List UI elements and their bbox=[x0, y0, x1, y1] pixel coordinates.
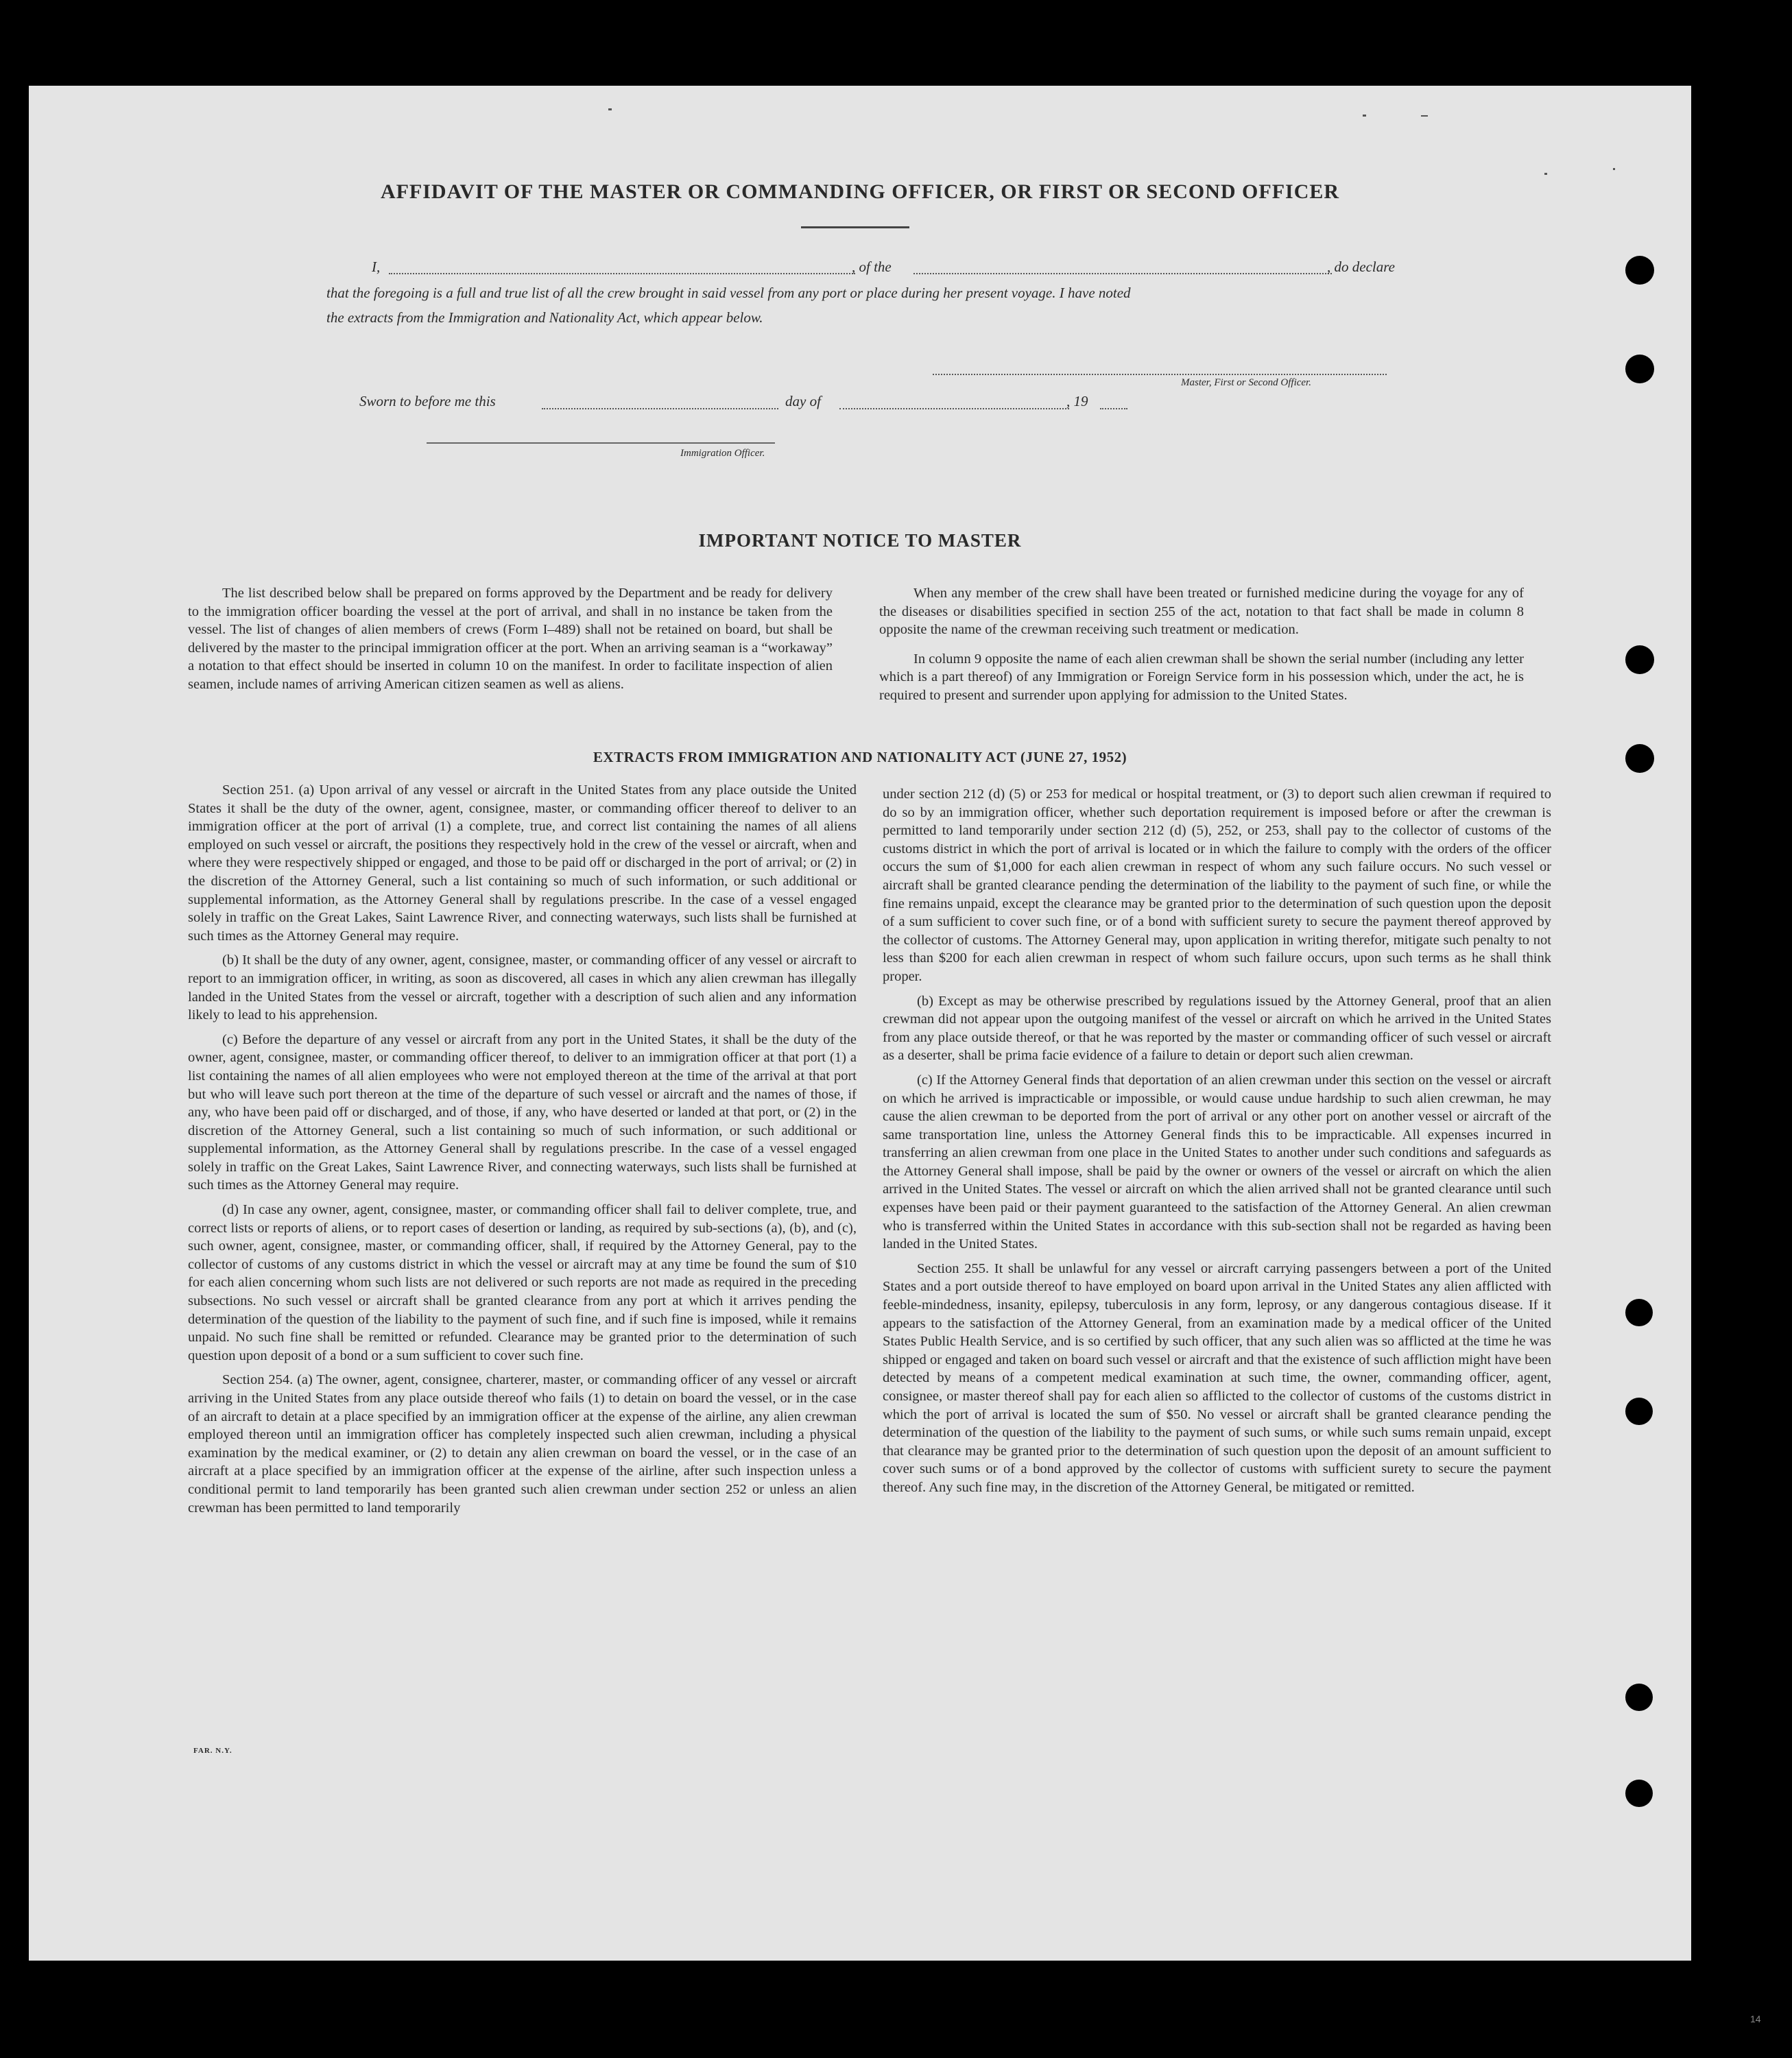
vessel-name-field[interactable] bbox=[913, 273, 1332, 274]
punch-hole bbox=[1625, 1398, 1653, 1425]
year-label: , 19 bbox=[1066, 393, 1088, 409]
title-divider bbox=[801, 226, 909, 228]
officer-signature-field[interactable] bbox=[427, 442, 775, 444]
day-of-label: day of bbox=[785, 393, 821, 409]
declaration-statement-line-2: the extracts from the Immigration and Nationality Act, which appear below. bbox=[326, 309, 763, 326]
punch-hole bbox=[1625, 1684, 1653, 1711]
dust-speck bbox=[608, 108, 612, 110]
punch-hole bbox=[1625, 645, 1654, 674]
officer-signature-caption: Immigration Officer. bbox=[680, 448, 765, 459]
extracts-title: EXTRACTS FROM IMMIGRATION AND NATIONALITY ACT (JUNE 27, 1952) bbox=[593, 749, 1127, 765]
punch-hole bbox=[1625, 1780, 1653, 1807]
section-251a: Section 251. (a) Upon arrival of any vessel or aircraft in the United States from any place outside the United States it shall be the duty of the owner, agent, consignee, master, or commanding officer thereof to deliver to an immigration officer at the port of arrival (1) a complete, true, and correct list containing the names of all aliens employed on such vessel or aircraft, the positions they respectively hold in the crew of the vessel or aircraft, when and where they were respectively shipped or engaged, and those to be paid off or discharged in the port of arrival; or (2) in the discretion of the Attorney General, such a list containing so much of such information, or such additional or supplemental information, as the Attorney General shall by regulations prescribe. In the case of a vessel engaged solely in traffic on the Great Lakes, Saint Lawrence River, and connecting waterways, such lists shall be furnished at such times as the Attorney General may require. bbox=[188, 782, 857, 944]
section-251c: (c) Before the departure of any vessel or aircraft from any port in the United States, it shall be the duty of the owner, agent, consignee, master, or commanding officer thereof, to deliver to an immigration officer at that port (1) a list containing the names of all alien employees who were not employed thereon at the time of the arrival at that port but who will leave such port thereon at the time of the departure of such vessel or aircraft and the names of those, if any, who have been paid off or discharged, and of those, if any, who have deserted or landed at that port, or (2) in the discretion of the Attorney General, such a list containing so much of such information, or such additional or supplemental information, as the Attorney General shall by regulations prescribe. In the case of a vessel engaged solely in traffic on the Great Lakes, Saint Lawrence River, and connecting waterways, such lists shall be furnished at such times as the Attorney General may require. bbox=[188, 1031, 857, 1193]
section-251b: (b) It shall be the duty of any owner, agent, consignee, master, or commanding officer of any vessel or aircraft to report to an immigration officer, in writing, as soon as discovered, all cases in which any alien crewman has illegally landed in the United States from the vessel or aircraft, together with a description of such alien and any information likely to lead to his apprehension. bbox=[188, 953, 857, 1023]
notice-right-column bbox=[879, 584, 1524, 716]
notice-paragraph: In column 9 opposite the name of each alien crewman shall be shown the serial number (including any letter which is a part thereof) of any Immigration or Foreign Service form in his possession which, under the act, he is required to present and surrender upon applying for admission to the United States. bbox=[879, 651, 1524, 703]
dust-speck bbox=[1544, 173, 1547, 175]
of-the-label: , of the bbox=[852, 259, 892, 275]
edge-mark: 14 bbox=[1750, 2013, 1761, 2024]
sworn-label: Sworn to before me this bbox=[359, 393, 496, 409]
punch-hole bbox=[1625, 355, 1654, 383]
section-254c: (c) If the Attorney General finds that deportation of an alien crewman under this section on the vessel or aircraft on which he arrived is impracticable or impossible, or would cause undue hardship to such alien crewman, he may cause the alien crewman to be deported from the port of arrival or any other port on another vessel or aircraft of the same transportation line, unless the Attorney General finds this to be impracticable. All expenses incurred in transferring an alien crewman from one place in the United States to another under such conditions and safeguards as the Attorney General shall impose, shall be paid by the owner or owners of the vessel or aircraft on which the alien arrived in the United States. The vessel or aircraft on which the alien arrived shall not be granted clearance until such expenses have been paid or their payment guaranteed to the satisfaction of the Attorney General. An alien crewman who is transferred within the United States in accordance with this sub-section shall not be regarded as having been landed in the United States. bbox=[883, 1072, 1551, 1252]
sworn-month-field[interactable] bbox=[839, 408, 1069, 409]
section-254a: Section 254. (a) The owner, agent, consignee, charterer, master, or commanding officer of any vessel or aircraft arriving in the United States from any place outside thereof who fails (1) to detain on board the vessel, or in the case of an aircraft to detain at a place specified by an immigration officer at the expense of the airline, any alien crewman employed thereon until an immigration officer has completely inspected such alien crewman, including a physical examination by the medical examiner, or (2) to detain any alien crewman on board the vessel, or in the case of an aircraft at a place specified by an immigration officer at the expense of the airline, after such inspection unless a conditional permit to land temporarily has been granted such alien crewman under section 252 or unless an alien crewman has been permitted to land temporarily bbox=[188, 1372, 857, 1516]
dust-speck bbox=[1613, 168, 1615, 170]
declaration-statement-line-1: that the foregoing is a full and true list of all the crew brought in said vessel from any port or place during her present voyage. I have noted bbox=[326, 285, 1131, 301]
declarant-label: I, bbox=[372, 259, 381, 275]
extracts-right-column bbox=[883, 785, 1551, 1503]
section-251d: (d) In case any owner, agent, consignee, master, or commanding officer shall fail to deliver complete, true, and correct lists or reports of aliens, or to report cases of desertion or landing, as required by sub-sections (a), (b), and (c), such owner, agent, consignee, master, or commanding officer, shall, if required by the Attorney General, pay to the collector of customs of any customs district in which the vessel or aircraft may at any time be found the sum of $10 for each alien concerning whom such lists are not delivered or such reports are not made as required in the preceding subsections. No such vessel or aircraft shall be granted clearance from any port at which it arrives pending the determination of the question of the liability to the payment of such fine, and if such fine is imposed, while it remains unpaid. No such fine shall be remitted or refunded. Clearance may be granted prior to the determination of such question upon deposit of a bond or a sum sufficient to cover such fine. bbox=[188, 1202, 857, 1363]
dust-speck bbox=[1421, 115, 1428, 117]
do-declare-label: , do declare bbox=[1327, 259, 1395, 275]
notice-left-column bbox=[188, 584, 833, 705]
form-page bbox=[29, 86, 1691, 1961]
section-255: Section 255. It shall be unlawful for any vessel or aircraft carrying passengers between a port of the United States and a port outside thereof to have employed on board upon arrival in the United States any alien afflicted with feeble-mindedness, insanity, epilepsy, tuberculosis in any form, leprosy, or any dangerous contagious disease. If it appears to the satisfaction of the Attorney General, from an examination made by a medical officer of the United States Public Health Service, and is so certified by such officer, that any such alien was so afflicted at the time he was shipped or engaged and taken on board such vessel or aircraft and that the existence of such affliction might have been detected by means of a competent medical examination at such time, the owner, commanding officer, agent, consignee, or master thereof shall pay for each alien so afflicted to the collector of customs of the customs district in which the port of arrival is located the sum of $50. No vessel or aircraft shall be granted clearance pending the determination of the question of the liability to the payment of such sums, or while such sums remain unpaid, except that clearance may be granted prior to the determination of such question upon the deposit of an amount sufficient to cover such sums or of a bond approved by the collector of customs with sufficient surety to secure the payment thereof. Any such fine may, in the discretion of the Attorney General, be mitigated or remitted. bbox=[883, 1260, 1551, 1495]
declarant-name-field[interactable] bbox=[389, 273, 855, 274]
affidavit-title: AFFIDAVIT OF THE MASTER OR COMMANDING OFFICER, OR FIRST OR SECOND OFFICER bbox=[380, 180, 1340, 203]
master-signature-field[interactable] bbox=[933, 374, 1387, 375]
punch-hole bbox=[1625, 256, 1654, 285]
notice-paragraph: The list described below shall be prepared on forms approved by the Department and be ready for delivery to the immigration officer boarding the vessel at the port of arrival, and shall in no instance be taken from the vessel. The list of changes of alien members of crews (Form I–489) shall not be retained on board, but shall be delivered by the master to the principal immigration officer at the port. When an arriving seaman is a “workaway” a notation to that effect should be inserted in column 10 on the manifest. In order to facilitate inspection of alien seamen, include names of arriving American citizen seamen as well as aliens. bbox=[188, 586, 833, 692]
notice-title: IMPORTANT NOTICE TO MASTER bbox=[698, 530, 1022, 551]
dust-speck bbox=[1363, 115, 1366, 117]
punch-hole bbox=[1625, 744, 1654, 773]
sworn-year-field[interactable] bbox=[1100, 408, 1127, 409]
sworn-day-field[interactable] bbox=[542, 408, 778, 409]
punch-hole bbox=[1625, 1299, 1653, 1326]
master-signature-caption: Master, First or Second Officer. bbox=[1181, 377, 1311, 388]
printer-mark: FAR. N.Y. bbox=[193, 1747, 232, 1755]
section-254a-continued: under section 212 (d) (5) or 253 for medical or hospital treatment, or (3) to deport such alien crewman if required to do so by an immigration officer, whether such deportation requirement is imposed before or after the crewman is permitted to land temporarily under section 212 (d) (5), 252, or 253, shall pay to the collector of customs of the customs district in which the port of arrival is located or in which the failure to comply with the orders of the officer occurs the sum of $1,000 for each alien crewman in respect of whom any such failure occurs. No such vessel or aircraft shall be granted clearance pending the determination of the liability to the payment of such fine, or while the fine remains unpaid, except the clearance may be granted prior to the determination of such question upon the deposit of a sum sufficient to cover such fine, or of a bond with sufficient surety to secure the payment thereof approved by the collector of customs. The Attorney General may, upon application in writing therefor, mitigate such penalty to not less than $200 for each alien crewman in respect of whom such failure occurs, upon such terms as he shall think proper. bbox=[883, 787, 1551, 984]
section-254b: (b) Except as may be otherwise prescribed by regulations issued by the Attorney General, proof that an alien crewman did not appear upon the outgoing manifest of the vessel or aircraft on which he arrived in the United States from any place outside thereof, or that he was reported by the master or commanding officer of such vessel or aircraft as a deserter, shall be prima facie evidence of a failure to detain or deport such alien crewman. bbox=[883, 993, 1551, 1064]
extracts-left-column bbox=[188, 781, 857, 1523]
notice-paragraph: When any member of the crew shall have been treated or furnished medicine during the voyage for any of the diseases or disabilities specified in section 255 of the act, notation to that fact shall be made in column 8 opposite the name of the crewman receiving such treatment or medication. bbox=[879, 586, 1524, 638]
